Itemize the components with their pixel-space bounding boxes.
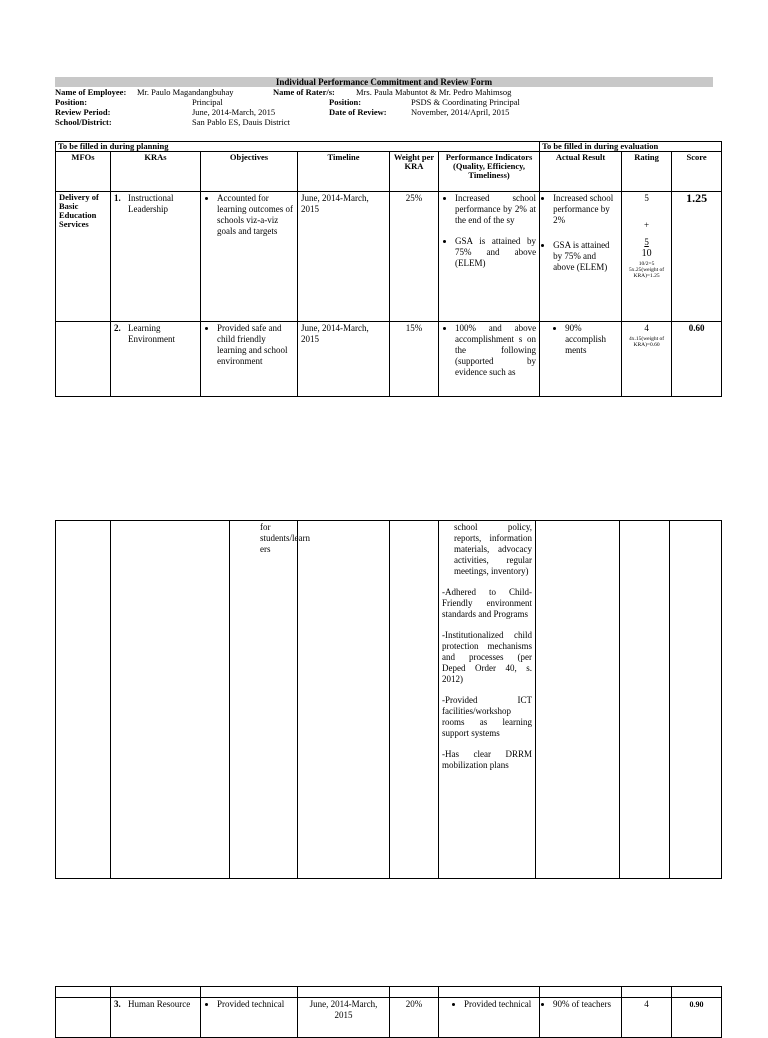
employee-label: Name of Employee: <box>55 87 127 97</box>
table-row <box>56 987 722 998</box>
score-cell: 0.90 <box>672 998 722 1038</box>
actual-cell <box>536 521 620 879</box>
employee-name: Mr. Paulo Magandangbuhay <box>137 87 234 97</box>
rater-position-label: Position: <box>329 97 362 107</box>
mfo-cell <box>56 998 111 1038</box>
mfo-cell <box>56 322 111 397</box>
kra-cell: 3. Human Resource <box>111 998 201 1038</box>
table-row <box>56 192 722 322</box>
rating-cell: 5 + 5 10 10/2=5 5x.25(weight of KRA)=1.25 <box>622 192 672 322</box>
header-objectives: Objectives <box>201 152 298 192</box>
indicator-cell: • Increased school performance by 2% at the end of the sy • GSA is attained by 75% and above (ELEM) <box>439 192 540 322</box>
review-period-value: June, 2014-March, 2015 <box>192 107 276 117</box>
header-rating: Rating <box>622 152 672 192</box>
ipcrf-table-page3 <box>55 986 722 1038</box>
position-label: Position: <box>55 97 88 107</box>
actual-cell: • Increased school performance by 2% • GSA is attained by 75% and above (ELEM) <box>540 192 622 322</box>
review-period-label: Review Period: <box>55 107 111 117</box>
timeline-cell: June, 2014-March, 2015 <box>298 998 390 1038</box>
table-row <box>56 322 722 397</box>
ipcrf-table <box>55 141 722 397</box>
objective-cell: • Provided technical <box>201 998 298 1038</box>
table-row <box>56 998 722 1038</box>
form-title: Individual Performance Commitment and Review Form <box>55 77 713 87</box>
table-row <box>56 521 722 879</box>
ipcrf-table-continued <box>55 520 722 879</box>
weight-cell: 15% <box>390 322 439 397</box>
evaluation-label: To be filled in during evaluation <box>540 142 722 152</box>
rating-cell: 4 <box>622 998 672 1038</box>
score-cell <box>670 521 722 879</box>
header-actual: Actual Result <box>540 152 622 192</box>
raters-label: Name of Rater/s: <box>273 87 335 97</box>
indicator-cell: • 100% and above accomplishment s on the following (supported by evidence such as <box>439 322 540 397</box>
header-score: Score <box>672 152 722 192</box>
timeline-cell: June, 2014-March, 2015 <box>298 322 390 397</box>
objective-cell: for students/learn ers <box>230 521 298 879</box>
column-header-row <box>56 152 722 192</box>
actual-cell: • 90% accomplish ments <box>540 322 622 397</box>
objective-cell: • Provided safe and child friendly learning and school environment <box>201 322 298 397</box>
rating-cell: 4 4x.15(weight of KRA)=0.60 <box>622 322 672 397</box>
objective-cell: • Accounted for learning outcomes of schools viz-a-viz goals and targets <box>201 192 298 322</box>
timeline-cell: June, 2014-March, 2015 <box>298 192 390 322</box>
header-kra: KRAs <box>111 152 201 192</box>
section-header-row <box>56 142 722 152</box>
mfo-cell <box>56 521 111 879</box>
header-timeline: Timeline <box>298 152 390 192</box>
planning-label: To be filled in during planning <box>56 142 540 152</box>
kra-cell: 1. Instructional Leadership <box>111 192 201 322</box>
weight-cell: 25% <box>390 192 439 322</box>
date-review-label: Date of Review: <box>329 107 387 117</box>
rater-position-value: PSDS & Coordinating Principal <box>411 97 520 107</box>
rating-cell <box>620 521 670 879</box>
date-review-value: November, 2014/April, 2015 <box>411 107 510 117</box>
indicator-cell: school policy, reports, information materials, advocacy activities, regular meetings, inventory) -Adhered to Child-Friendly environment standards and Programs -Institutionalized child protection mechanisms and processes (per Deped Order 40, s. 2012) -Provided ICT facilities/workshop rooms as learning support systems -Has clear DRRM mobilization plans <box>439 521 536 879</box>
score-cell: 1.25 <box>672 192 722 322</box>
header-weight: Weight per KRA <box>390 152 439 192</box>
kra-cell: 2. Learning Environment <box>111 322 201 397</box>
position-value: Principal <box>192 97 223 107</box>
header-mfo: MFOs <box>56 152 111 192</box>
school-label: School/District: <box>55 117 112 127</box>
school-value: San Pablo ES, Dauis District <box>192 117 290 127</box>
kra-cell <box>111 521 230 879</box>
indicator-cell: • Provided technical <box>439 998 540 1038</box>
timeline-cell <box>298 521 390 879</box>
score-cell: 0.60 <box>672 322 722 397</box>
raters-name: Mrs. Paula Mabuntot & Mr. Pedro Mahimsog <box>356 87 512 97</box>
actual-cell: • 90% of teachers <box>540 998 622 1038</box>
weight-cell: 20% <box>390 998 439 1038</box>
mfo-cell: Delivery of Basic Education Services <box>56 192 111 322</box>
weight-cell <box>390 521 439 879</box>
header-indicators: Performance Indicators (Quality, Efficiency, Timeliness) <box>439 152 540 192</box>
